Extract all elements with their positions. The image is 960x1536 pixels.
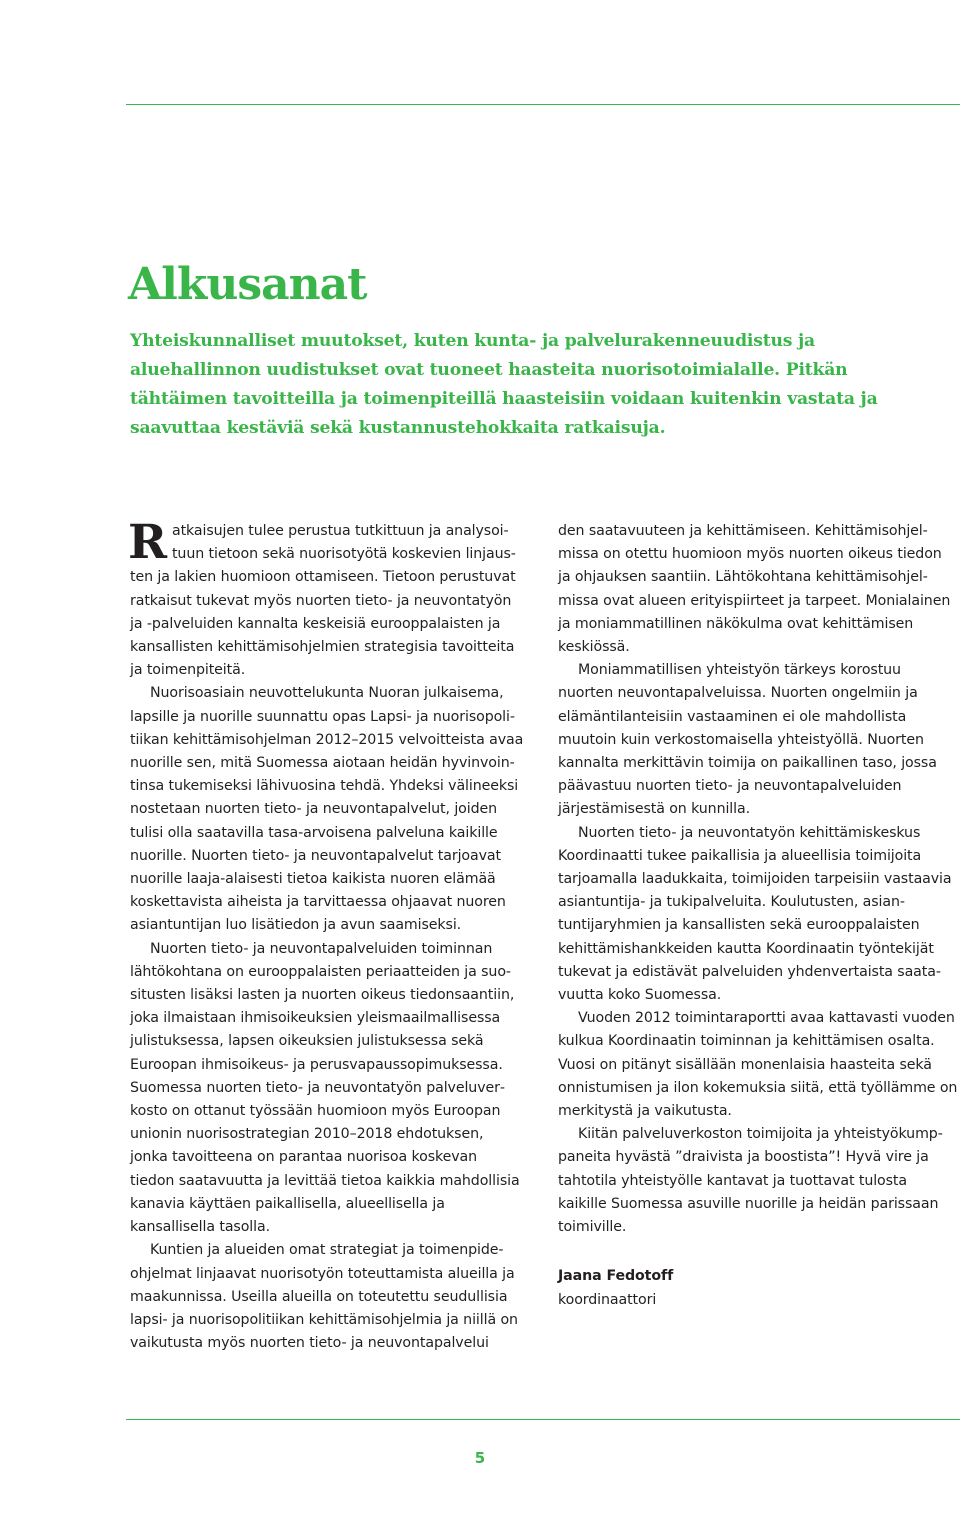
left-column: [128, 515, 525, 1355]
right-column: [558, 520, 958, 1312]
right-paragraph-3: Nuorten tieto- ja neuvontatyön kehittämiskeskus Koordinaatti tukee paikallisia ja alueellisia toimijoita tarjoamalla laadukkaita, toimijoiden tarpeisiin vastaavia asiantuntija- ja tukipalveluita. Koulutusten, asiantuntijaryhmien ja kansallisten sekä eurooppalaisten kehittämishankkeiden kautta Koordinaatin työntekijät tukevat ja edistävät palveluiden yhdenvertaista saatavuutta koko Suomessa.: [558, 824, 952, 1004]
top-rule: [126, 104, 960, 105]
left-paragraph-1-text: atkaisujen tulee perustua tutkittuun ja analysoituun tietoon sekä nuorisotyötä koskevien linjausten ja lakien huomioon ottamiseen. Tietoon perustuvat ratkaisut tukevat myös nuorten tieto- ja neuvontatyön ja -palveluiden kannalta keskeisiä eurooppalaisten ja kansallisten kehittämisohjelmien strategisia tavoitteita ja toimenpiteitä.: [130, 523, 516, 679]
right-paragraph-4: Vuoden 2012 toimintaraportti avaa kattavasti vuoden kulkua Koordinaatin toiminnan ja kehittämisen osalta. Vuosi on pitänyt sisällään monenlaisia haasteita sekä onnistumisen ja ilon kokemuksia siitä, että työllämme on merkitystä ja vaikutusta.: [558, 1010, 958, 1120]
right-paragraph-2: Moniammatillisen yhteistyön tärkeys korostuu nuorten neuvontapalveluissa. Nuorten ongelmiin ja elämäntilanteisiin vastaaminen ei ole mahdollista muutoin kuin verkostomaisella yhteistyöllä. Nuorten kannalta merkittävin toimija on paikallinen taso, jossa päävastuu nuorten tieto- ja neuvontapalveluiden järjestämisestä on kunnilla.: [558, 662, 937, 818]
left-paragraph-3: Nuorten tieto- ja neuvontapalveluiden toiminnan lähtökohtana on eurooppalaisten periaatteiden ja suositusten lisäksi lasten ja nuorten oikeus tiedonsaantiin, joka ilmaistaan ihmisoikeuksien yleismaailmallisessa julistuksessa, lapsen oikeuksien julistuksessa sekä Euroopan ihmisoikeus- ja perusvapaussopimuksessa. Suomessa nuorten tieto- ja neuvontatyön palveluverkosto on ottanut työssään huomioon myös Euroopan unionin nuorisostrategian 2010–2018 ehdotuksen, jonka tavoitteena on parantaa nuorisoa koskevan tiedon saatavuutta ja levittää tietoa kaikkia mahdollisia kanavia käyttäen paikallisella, alueellisella ja kansallisella tasolla.: [130, 940, 520, 1236]
signature: [558, 1265, 958, 1311]
left-paragraph-2: Nuorisoasiain neuvottelukunta Nuoran julkaisema, lapsille ja nuorille suunnattu opas Lapsi- ja nuorisopolitiikan kehittämisohjelman 2012–2015 velvoitteista avaa nuorille sen, mitä Suomessa aiotaan heidän hyvinvointinsa tukemiseksi lähivuosina tehdä. Yhdeksi välineeksi nostetaan nuorten tieto- ja neuvontapalvelut, joiden tulisi olla saatavilla tasa-arvoisena palveluna kaikille nuorille. Nuorten tieto- ja neuvontapalvelut tarjoavat nuorille laaja-alaisesti tietoa kaikista nuoren elämää koskettavista aiheista ja tarvittaessa ohjaavat nuoren asiantuntijan luo lisätiedon ja avun saamiseksi.: [130, 685, 524, 934]
bottom-rule: [126, 1419, 960, 1420]
intro-paragraph: Yhteiskunnalliset muutokset, kuten kunta- ja palvelurakenneuudistus ja aluehallinnon uudistukset ovat tuoneet haasteita nuorisotoimialalle. Pitkän tähtäimen tavoitteilla ja toimenpiteillä haasteisiin voidaan kuitenkin vastata ja saavuttaa kestäviä sekä kustannustehokkaita ratkaisuja.: [130, 331, 878, 438]
right-paragraph-1: den saatavuuteen ja kehittämiseen. Kehittämisohjelmissa on otettu huomioon myös nuorten oikeus tiedon ja ohjauksen saantiin. Lähtökohtana kehittämisohjelmissa ovat alueen erityispiirteet ja tarpeet. Monialainen ja moniammatillinen näkökulma ovat kehittämisen keskiössä.: [558, 523, 951, 656]
page-number: 5: [474, 1449, 486, 1467]
left-paragraph-4: Kuntien ja alueiden omat strategiat ja toimenpideohjelmat linjaavat nuorisotyön toteuttamista alueilla ja maakunnissa. Useilla alueilla on toteutettu seudullisia lapsi- ja nuorisopolitiikan kehittämisohjelmia ja niillä on vaikutusta myös nuorten tieto- ja neuvontapalvelui: [130, 1242, 518, 1352]
page-title: Alkusanat: [128, 259, 367, 310]
signature-name: Jaana Fedotoff: [558, 1268, 674, 1285]
left-paragraph-1: [128, 515, 525, 682]
signature-role: koordinaattori: [558, 1291, 657, 1308]
right-paragraph-5: Kiitän palveluverkoston toimijoita ja yhteistyökumppaneita hyvästä ”draivista ja boostista”! Hyvä vire ja tahtotila yhteistyölle kantavat ja tuottavat tulosta kaikille Suomessa asuville nuorille ja heidän parissaan toimiville.: [558, 1126, 943, 1236]
drop-cap: R: [128, 515, 167, 570]
